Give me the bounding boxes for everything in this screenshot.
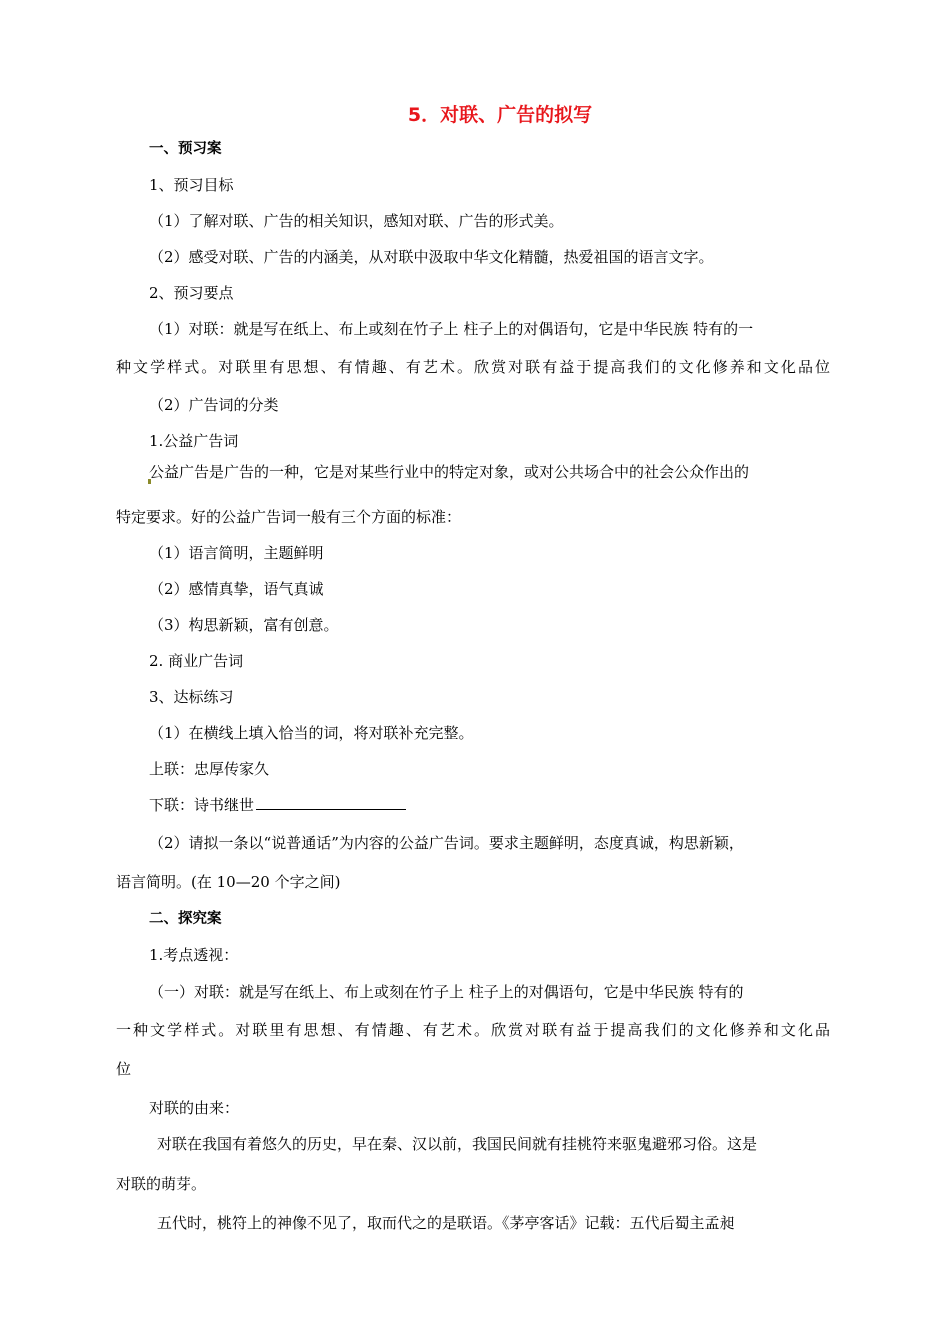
preview-goal-1: （1）了解对联、广告的相关知识，感知对联、广告的形式美。	[149, 212, 564, 230]
answer-blank[interactable]	[256, 795, 406, 810]
public-ad-title: 1.公益广告词	[149, 432, 239, 450]
preview-points-title: 2、预习要点	[149, 284, 234, 302]
page-title: 5．对联、广告的拟写	[407, 104, 593, 126]
focus-1-line-3: 位	[116, 1060, 132, 1078]
practice-1: （1）在横线上填入恰当的词，将对联补充完整。	[149, 724, 474, 742]
origin-1-line-1: 对联在我国有着悠久的历史，早在秦、汉以前，我国民间就有挂桃符来驱鬼避邪习俗。这是	[157, 1135, 758, 1153]
focus-1-line-1: （一）对联：就是写在纸上、布上或刻在竹子上 柱子上的对偶语句，它是中华民族 特有的	[149, 983, 744, 1001]
focus-title: 1.考点透视：	[149, 946, 239, 964]
section-heading-preview: 一、预习案	[149, 141, 222, 157]
preview-goals-title: 1、预习目标	[149, 176, 234, 194]
commercial-ad-title: 2. 商业广告词	[149, 652, 244, 670]
origin-title: 对联的由来：	[149, 1099, 240, 1117]
practice-2-line-1: （2）请拟一条以“说普通话”为内容的公益广告词。要求主题鲜明，态度真诚，构思新颖，	[149, 834, 744, 852]
couplet-lower: 下联：诗书继世	[149, 796, 255, 814]
section-heading-inquiry: 二、探究案	[149, 911, 222, 927]
standard-1: （1）语言简明，主题鲜明	[149, 544, 324, 562]
practice-title: 3、达标练习	[149, 688, 234, 706]
public-ad-line-2: 特定要求。好的公益广告词一般有三个方面的标准：	[116, 508, 462, 526]
couplet-upper: 上联：忠厚传家久	[149, 760, 270, 778]
standard-2: （2）感情真挚，语气真诚	[149, 580, 324, 598]
preview-point-1-line-1: （1）对联：就是写在纸上、布上或刻在竹子上 柱子上的对偶语句，它是中华民族 特有的一	[149, 320, 754, 338]
focus-1-line-2: 一种文学样式。对联里有思想、有情趣、有艺术。欣赏对联有益于提高我们的文化修养和文化品	[116, 1021, 830, 1039]
preview-goal-2: （2）感受对联、广告的内涵美，从对联中汲取中华文化精髓，热爱祖国的语言文字。	[149, 248, 714, 266]
origin-2-line-1: 五代时，桃符上的神像不见了，取而代之的是联语。《茅亭客话》记载：五代后蜀主孟昶	[157, 1214, 735, 1232]
standard-3: （3）构思新颖，富有创意。	[149, 616, 339, 634]
couplet-lower-row	[149, 795, 406, 815]
practice-2-line-2: 语言简明。(在 10—20 个字之间)	[116, 873, 341, 891]
public-ad-line-1: 公益广告是广告的一种，它是对某些行业中的特定对象，或对公共场合中的社会公众作出的	[149, 463, 750, 481]
preview-point-2: （2）广告词的分类	[149, 396, 279, 414]
preview-point-1-line-2: 种文学样式。对联里有思想、有情趣、有艺术。欣赏对联有益于提高我们的文化修养和文化品位	[116, 358, 830, 376]
origin-1-line-2: 对联的萌芽。	[116, 1175, 207, 1193]
